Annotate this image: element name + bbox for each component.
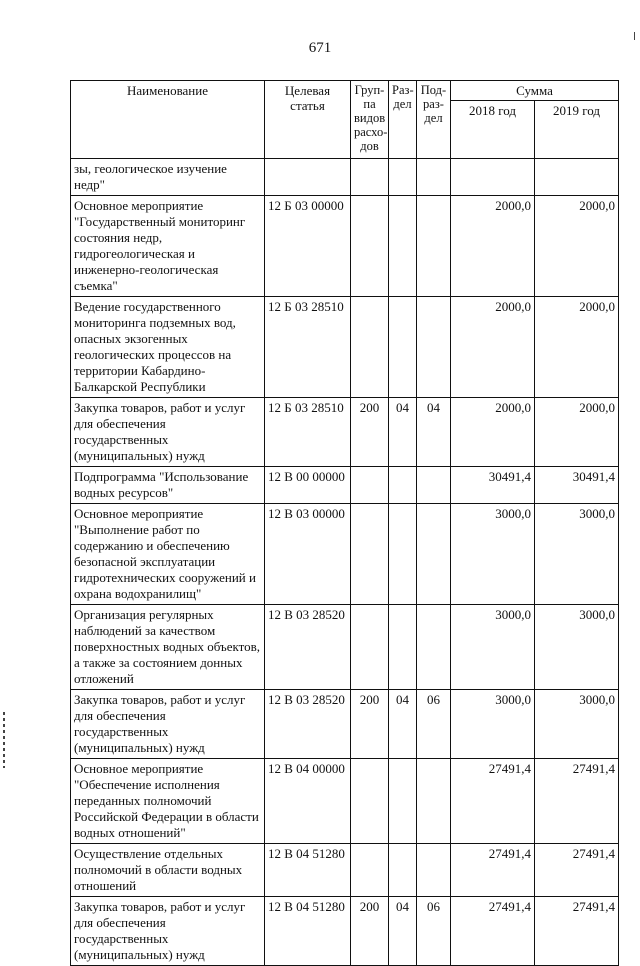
- row-name-cell: Подпрограмма "Использование водных ресурсов": [71, 467, 265, 504]
- row-razdel-cell: 04: [389, 897, 417, 966]
- row-2019-cell: 2000,0: [535, 297, 619, 398]
- row-2019-cell: 3000,0: [535, 504, 619, 605]
- budget-table: [70, 80, 619, 966]
- header-razdel: Раз-дел: [389, 81, 417, 159]
- row-2018-cell: 2000,0: [451, 196, 535, 297]
- table-row: [71, 196, 619, 297]
- row-razdel-cell: [389, 467, 417, 504]
- row-name-cell: Закупка товаров, работ и услуг для обеспечения государственных (муниципальных) нужд: [71, 398, 265, 467]
- row-name-cell: Ведение государственного мониторинга подземных вод, опасных экзогенных геологических процессов на территории Кабардино-Балкарской Республики: [71, 297, 265, 398]
- row-vid-cell: [351, 467, 389, 504]
- row-podrazdel-cell: [417, 605, 451, 690]
- header-code: Целевая статья: [265, 81, 351, 159]
- page-number: 671: [308, 40, 332, 56]
- row-2018-cell: 27491,4: [451, 759, 535, 844]
- row-name-cell: Основное мероприятие "Обеспечение исполнения переданных полномочий Российской Федерации в области водных отношений": [71, 759, 265, 844]
- row-2019-cell: 30491,4: [535, 467, 619, 504]
- table-row: [71, 297, 619, 398]
- row-vid-cell: [351, 605, 389, 690]
- row-2018-cell: [451, 159, 535, 196]
- row-code-cell: 12 Б 03 00000: [265, 196, 351, 297]
- row-2019-cell: 2000,0: [535, 398, 619, 467]
- row-2018-cell: 30491,4: [451, 467, 535, 504]
- row-vid-cell: [351, 504, 389, 605]
- row-name-cell: Основное мероприятие "Выполнение работ по содержанию и обеспечению безопасной эксплуатации гидротехнических сооружений и охрана водохранилищ": [71, 504, 265, 605]
- row-2019-cell: 2000,0: [535, 196, 619, 297]
- row-razdel-cell: [389, 196, 417, 297]
- row-code-cell: 12 В 04 51280: [265, 897, 351, 966]
- table-row: [71, 759, 619, 844]
- row-code-cell: 12 Б 03 28510: [265, 297, 351, 398]
- row-2018-cell: 3000,0: [451, 504, 535, 605]
- row-podrazdel-cell: [417, 159, 451, 196]
- row-razdel-cell: 04: [389, 398, 417, 467]
- row-2019-cell: 3000,0: [535, 690, 619, 759]
- table-row: [71, 467, 619, 504]
- row-2018-cell: 27491,4: [451, 844, 535, 897]
- row-vid-cell: 200: [351, 398, 389, 467]
- row-2018-cell: 3000,0: [451, 605, 535, 690]
- header-summa: Сумма: [451, 81, 619, 101]
- row-razdel-cell: [389, 159, 417, 196]
- row-vid-cell: [351, 759, 389, 844]
- row-vid-cell: 200: [351, 897, 389, 966]
- row-code-cell: 12 В 04 00000: [265, 759, 351, 844]
- row-name-cell: Закупка товаров, работ и услуг для обеспечения государственных (муниципальных) нужд: [71, 897, 265, 966]
- row-podrazdel-cell: [417, 504, 451, 605]
- table-body: [71, 159, 619, 966]
- row-2019-cell: 27491,4: [535, 759, 619, 844]
- scan-mark-top: [634, 32, 635, 40]
- header-vid: Груп-па видов расхо-дов: [351, 81, 389, 159]
- row-razdel-cell: [389, 605, 417, 690]
- row-code-cell: 12 В 03 28520: [265, 690, 351, 759]
- row-name-cell: Организация регулярных наблюдений за качеством поверхностных водных объектов, а также за состоянием донных отложений: [71, 605, 265, 690]
- row-vid-cell: [351, 196, 389, 297]
- header-podrazdel: Под-раз-дел: [417, 81, 451, 159]
- scan-mark-left: [3, 712, 5, 768]
- row-code-cell: 12 В 00 00000: [265, 467, 351, 504]
- row-vid-cell: [351, 159, 389, 196]
- row-vid-cell: [351, 844, 389, 897]
- row-code-cell: [265, 159, 351, 196]
- header-name: Наименование: [71, 81, 265, 159]
- row-podrazdel-cell: 06: [417, 897, 451, 966]
- table-row: [71, 159, 619, 196]
- row-razdel-cell: [389, 759, 417, 844]
- row-2018-cell: 27491,4: [451, 897, 535, 966]
- table-row: [71, 605, 619, 690]
- row-2018-cell: 2000,0: [451, 297, 535, 398]
- row-podrazdel-cell: [417, 467, 451, 504]
- table-header: [71, 81, 619, 159]
- row-razdel-cell: [389, 504, 417, 605]
- header-year-2018: 2018 год: [451, 101, 535, 159]
- row-2018-cell: 3000,0: [451, 690, 535, 759]
- table-row: [71, 897, 619, 966]
- row-code-cell: 12 Б 03 28510: [265, 398, 351, 467]
- row-code-cell: 12 В 03 28520: [265, 605, 351, 690]
- row-2019-cell: [535, 159, 619, 196]
- row-razdel-cell: 04: [389, 690, 417, 759]
- row-2019-cell: 3000,0: [535, 605, 619, 690]
- row-code-cell: 12 В 04 51280: [265, 844, 351, 897]
- row-2018-cell: 2000,0: [451, 398, 535, 467]
- table-row: [71, 504, 619, 605]
- row-name-cell: Осуществление отдельных полномочий в области водных отношений: [71, 844, 265, 897]
- row-name-cell: зы, геологическое изучение недр": [71, 159, 265, 196]
- row-podrazdel-cell: [417, 844, 451, 897]
- row-2019-cell: 27491,4: [535, 844, 619, 897]
- row-podrazdel-cell: [417, 759, 451, 844]
- table-row: [71, 844, 619, 897]
- row-vid-cell: [351, 297, 389, 398]
- row-podrazdel-cell: [417, 196, 451, 297]
- table-row: [71, 398, 619, 467]
- row-razdel-cell: [389, 297, 417, 398]
- table-row: [71, 690, 619, 759]
- row-name-cell: Основное мероприятие "Государственный мониторинг состояния недр, гидрогеологическая и инженерно-геологическая съемка": [71, 196, 265, 297]
- header-year-2019: 2019 год: [535, 101, 619, 159]
- row-razdel-cell: [389, 844, 417, 897]
- row-podrazdel-cell: [417, 297, 451, 398]
- row-podrazdel-cell: 06: [417, 690, 451, 759]
- row-vid-cell: 200: [351, 690, 389, 759]
- row-podrazdel-cell: 04: [417, 398, 451, 467]
- row-code-cell: 12 В 03 00000: [265, 504, 351, 605]
- row-name-cell: Закупка товаров, работ и услуг для обеспечения государственных (муниципальных) нужд: [71, 690, 265, 759]
- row-2019-cell: 27491,4: [535, 897, 619, 966]
